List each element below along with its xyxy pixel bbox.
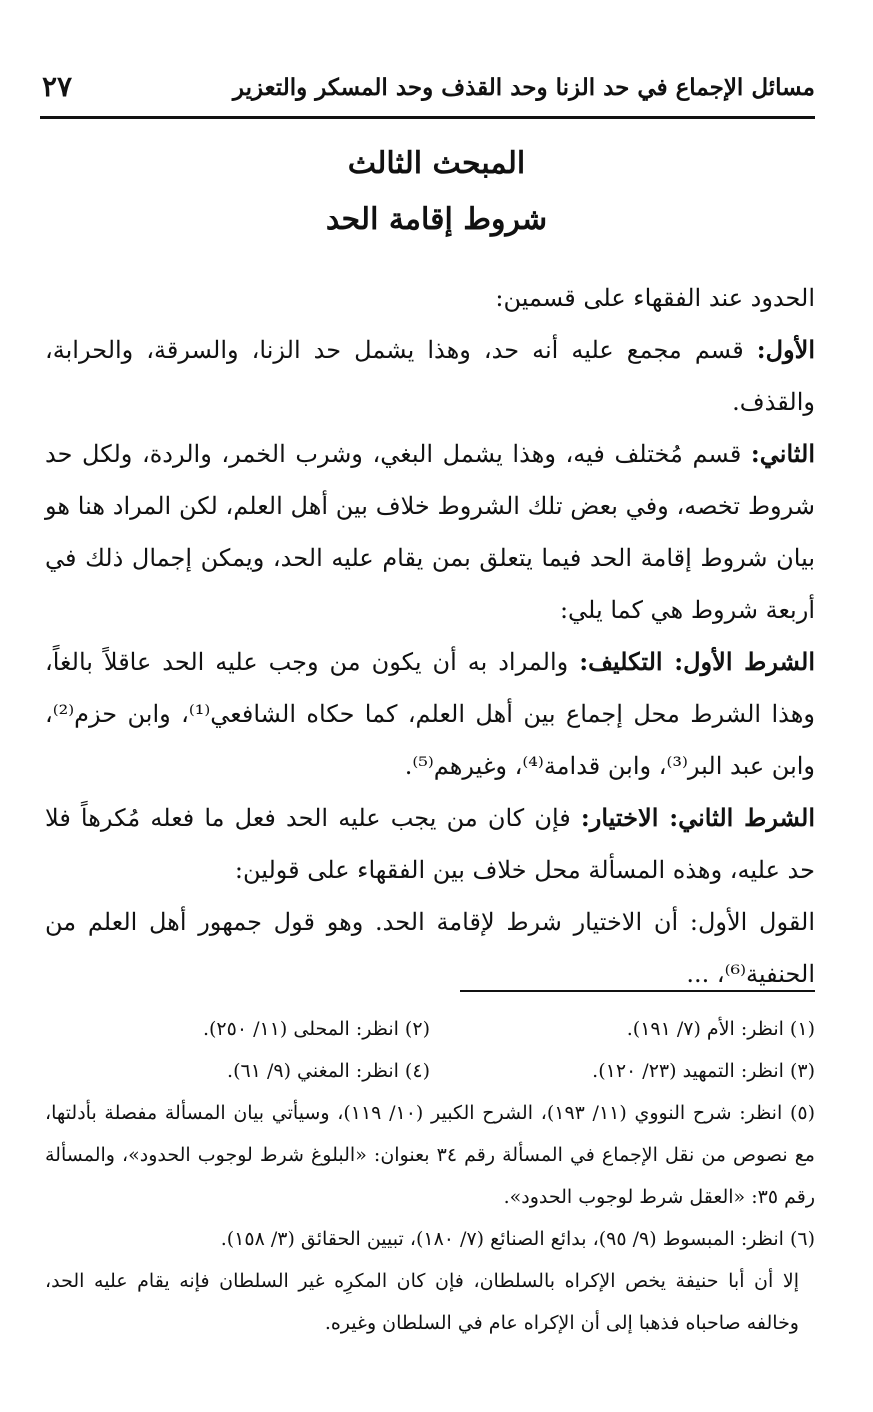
intro-paragraph: الحدود عند الفقهاء على قسمين: <box>495 284 815 312</box>
second-category-lead: الثاني: <box>750 439 815 468</box>
footnote-rule <box>460 990 815 992</box>
body-text <box>45 272 815 1000</box>
footnote-3: (٣) انظر: التمهيد (٢٣/ ١٢٠). <box>592 1060 815 1082</box>
header-rule <box>40 116 815 119</box>
second-category-paragraph <box>45 428 815 636</box>
first-category-paragraph <box>45 324 815 428</box>
footnote-6: (٦) انظر: المبسوط (٩/ ٩٥)، بدائع الصنائع (٧/ ١٨٠)، تبيين الحقائق (٣/ ١٥٨). <box>220 1228 815 1250</box>
first-category-text: قسم مجمع عليه أنه حد، وهذا يشمل حد الزنا، والسرقة، والحرابة، والقذف. <box>45 336 815 416</box>
first-category-lead: الأول: <box>756 335 815 364</box>
footnotes <box>45 1008 815 1344</box>
second-category-text: قسم مُختلف فيه، وهذا يشمل البغي، وشرب الخمر، والردة، ولكل حد شروط تخصه، وفي بعض تلك الشروط خلاف بين أهل العلم، لكن المراد هنا هو بيان شروط إقامة الحد فيما يتعلق بمن يقام عليه الحد، ويمكن إجمال ذلك في أربعة شروط هي كما يلي: <box>45 440 815 624</box>
footnote-4: (٤) انظر: المغني (٩/ ٦١). <box>227 1060 430 1082</box>
footnote-2: (٢) انظر: المحلى (١١/ ٢٥٠). <box>202 1018 430 1040</box>
condition-2-lead: الشرط الثاني: الاختيار: <box>580 803 815 832</box>
footnote-row <box>45 1050 815 1092</box>
condition-1-lead: الشرط الأول: التكليف: <box>579 647 815 676</box>
condition-1-text: والمراد به أن يكون من وجب عليه الحد عاقلاً بالغاً، وهذا الشرط محل إجماع بين أهل العلم، كما حكاه الشافعي⁽¹⁾، وابن حزم⁽²⁾، وابن عبد البر⁽³⁾، وابن قدامة⁽⁴⁾، وغيرهم⁽⁵⁾. <box>45 648 815 780</box>
footnote-1: (١) انظر: الأم (٧/ ١٩١). <box>626 1018 815 1040</box>
footnote-5: (٥) انظر: شرح النووي (١١/ ١٩٣)، الشرح الكبير (١٠/ ١١٩)، وسيأتي بيان المسألة مفصلة بأدلتها، مع نصوص من نقل الإجماع في المسألة رقم ٣٤ بعنوان: «البلوغ شرط لوجوب الحدود»، والمسألة رقم ٣٥: «العقل شرط لوجوب الحدود». <box>45 1102 815 1208</box>
first-saying-paragraph: القول الأول: أن الاختيار شرط لإقامة الحد. وهو قول جمهور أهل العلم من الحنفية⁽⁶⁾، ... <box>45 908 815 988</box>
footnote-row <box>45 1008 815 1050</box>
running-title: مسائل الإجماع في حد الزنا وحد القذف وحد المسكر والتعزير <box>232 74 815 101</box>
chapter-heading: المبحث الثالث <box>347 146 526 181</box>
page-number: ٢٧ <box>42 70 73 103</box>
condition-2-paragraph <box>45 792 815 896</box>
page-header <box>42 70 815 108</box>
condition-2-text: فإن كان من يجب عليه الحد فعل ما فعله مُكرهاً فلا حد عليه، وهذه المسألة محل خلاف بين الفقهاء على قولين: <box>45 804 815 884</box>
section-heading: شروط إقامة الحد <box>325 202 548 237</box>
condition-1-paragraph <box>45 636 815 792</box>
footnote-6-continuation: إلا أن أبا حنيفة يخص الإكراه بالسلطان، فإن كان المكرِه غير السلطان فإنه يقام عليه الحد، وخالفه صاحباه فذهبا إلى أن الإكراه عام في السلطان وغيره. <box>45 1270 799 1334</box>
